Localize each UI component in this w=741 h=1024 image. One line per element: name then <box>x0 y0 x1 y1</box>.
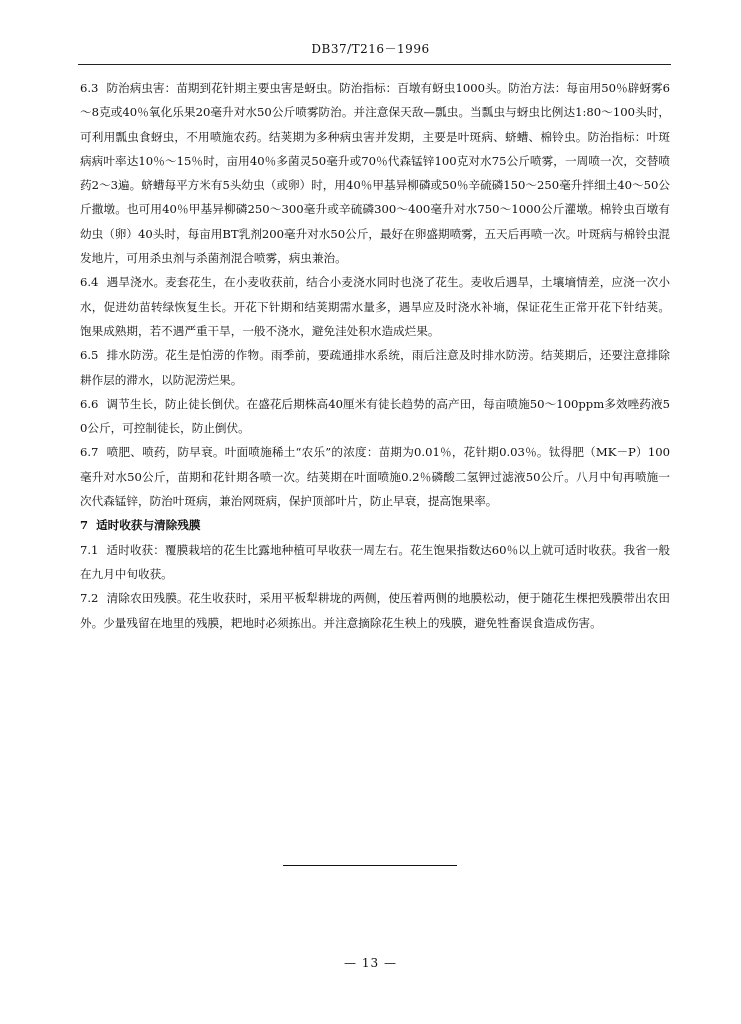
section-number: 6.6 <box>80 396 99 411</box>
section-text: 排水防涝。花生是怕涝的作物。雨季前，要疏通排水系统，雨后注意及时排水防涝。结荚期后，还要注意排除耕作层的滞水，以防泥涝烂果。 <box>80 348 670 387</box>
section-number: 7.1 <box>80 542 99 557</box>
section-7-heading <box>80 513 670 537</box>
standard-code: DB37/T216－1996 <box>311 42 430 56</box>
end-of-text-rule <box>283 865 457 866</box>
section-text: 清除农田残膜。花生收获时，采用平板犁耕垅的两侧，使压着两侧的地膜松动，便于随花生棵把残膜带出农田外。少量残留在地里的残膜，耙地时必须拣出。并注意摘除花生秧上的残膜，避免牲畜误食造成伤害。 <box>80 591 670 630</box>
section-text: 喷肥、喷药，防早衰。叶面喷施稀土“农乐”的浓度：苗期为0.01％，花针期0.03％。钛得肥（MK－P）100毫升对水50公斤，苗期和花针期各喷一次。结荚期在叶面喷施0.2％磷酸二氢钾过滤液50公斤。八月中旬再喷施一次代森锰锌，防治叶斑病，兼治网斑病，保护顶部叶片，防止早衰，提高饱果率。 <box>80 445 670 509</box>
section-6-7 <box>80 440 670 513</box>
section-7-1 <box>80 538 670 587</box>
section-6-5 <box>80 343 670 392</box>
section-number: 6.4 <box>80 275 99 290</box>
section-number: 6.7 <box>80 445 99 460</box>
section-text: 遇旱浇水。麦套花生，在小麦收获前，结合小麦浇水同时也浇了花生。麦收后遇旱，土壤墒情差，应浇一次小水，促进幼苗转绿恢复生长。开花下针期和结荚期需水量多，遇旱应及时浇水补墒，保证花生正常开花下针结荚。饱果成熟期，若不遇严重干旱，一般不浇水，避免洼处积水造成烂果。 <box>80 275 670 338</box>
section-number: 7 <box>80 518 89 533</box>
page-header <box>0 40 741 57</box>
document-body <box>80 76 670 635</box>
section-7-2 <box>80 586 670 635</box>
section-text: 防治病虫害：苗期到花针期主要虫害是蚜虫。防治指标：百墩有蚜虫1000头。防治方法：每亩用50％辟蚜雾6～8克或40％氧化乐果20毫升对水50公斤喷雾防治。并注意保天敌—瓢虫。当瓢虫与蚜虫比例达1:80～100头时，可利用瓢虫食蚜虫，不用喷施农药。结荚期为多种病虫害并发期，主要是叶斑病、蛴螬、棉铃虫。防治指标：叶斑病病叶率达10％～15％时，亩用40％多菌灵50毫升或70％代森锰锌100克对水75公斤喷雾，一周喷一次，交替喷药2～3遍。蛴螬每平方米有5头幼虫（或卵）时，用40％甲基异柳磷或50％辛硫磷150～250毫升拌细土40～50公斤撒墩。也可用40％甲基异柳磷250～300毫升或辛硫磷300～400毫升对水750～1000公斤灌墩。棉铃虫百墩有幼虫（卵）40头时，每亩用BT乳剂200毫升对水50公斤，最好在卵盛期喷雾，五天后再喷一次。叶斑病与棉铃虫混发地片，可用杀虫剂与杀菌剂混合喷雾，病虫兼治。 <box>80 81 670 266</box>
section-6-3 <box>80 76 670 270</box>
section-title: 适时收获与清除残膜 <box>96 518 201 533</box>
page-number: — 13 — <box>344 956 397 970</box>
section-number: 6.3 <box>80 81 99 95</box>
section-6-4 <box>80 270 670 343</box>
section-text: 适时收获：覆膜栽培的花生比露地种植可早收获一周左右。花生饱果指数达60％以上就可适时收获。我省一般在九月中旬收获。 <box>80 542 670 581</box>
section-number: 7.2 <box>80 591 99 606</box>
header-rule <box>78 64 671 65</box>
section-6-6 <box>80 392 670 441</box>
section-number: 6.5 <box>80 348 99 363</box>
section-text: 调节生长，防止徒长倒伏。在盛花后期株高40厘米有徒长趋势的高产田，每亩喷施50～100ppm多效唑药液50公斤，可控制徒长，防止倒伏。 <box>80 396 670 436</box>
